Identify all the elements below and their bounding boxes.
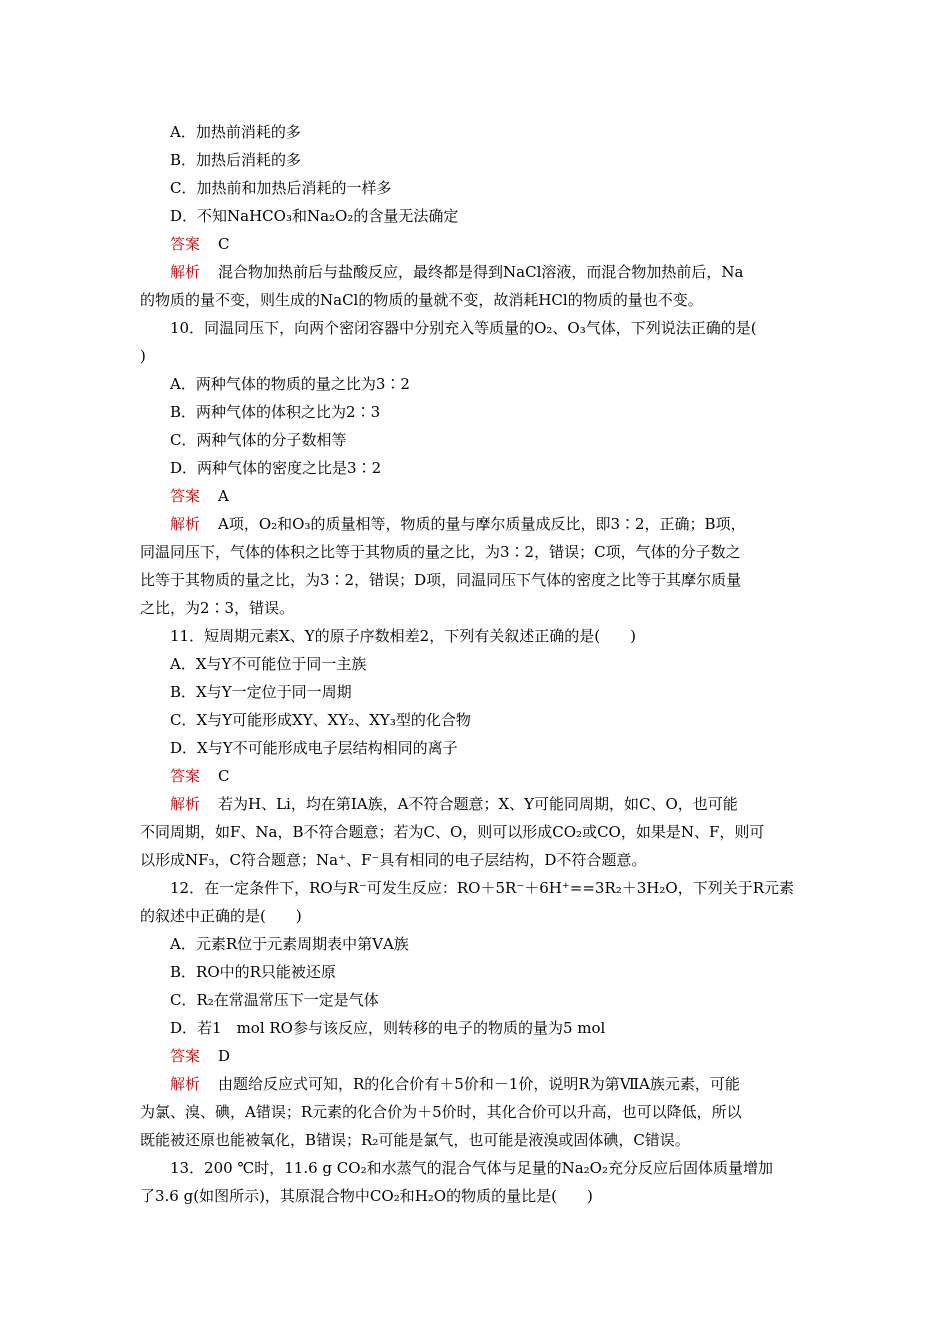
q10-option-c: C．两种气体的分子数相等 [170, 431, 347, 449]
q12-answer-value: D [218, 1047, 231, 1065]
q9-option-c: C．加热前和加热后消耗的一样多 [170, 179, 392, 197]
q10-option-d: D．两种气体的密度之比是3∶2 [170, 459, 382, 477]
q12-answer-line [170, 1045, 850, 1067]
q10-analysis-line-1 [170, 513, 850, 535]
q12-option-c: C．R₂在常温常压下一定是气体 [170, 991, 379, 1009]
q13-stem-line-2: 了3.6 g(如图所示)，其原混合物中CO₂和H₂O的物质的量比是( ) [140, 1187, 593, 1205]
q10-option-b: B．两种气体的体积之比为2∶3 [170, 403, 381, 421]
answer-label: 答案 [170, 487, 201, 505]
q11-analysis-text-1: 若为H、Li，均在第ⅠA族，A不符合题意；X、Y可能同周期，如C、O，也可能 [218, 795, 738, 813]
q10-stem-line-1: 10．同温同压下，向两个密闭容器中分别充入等质量的O₂、O₃气体，下列说法正确的是( [170, 319, 757, 337]
q12-analysis-line-1 [170, 1073, 850, 1095]
q11-option-b: B．X与Y一定位于同一周期 [170, 683, 352, 701]
q10-analysis-line-2: 同温同压下，气体的体积之比等于其物质的量之比，为3∶2，错误；C项，气体的分子数之 [140, 543, 741, 561]
q11-option-d: D．X与Y不可能形成电子层结构相同的离子 [170, 739, 458, 757]
analysis-label: 解析 [170, 515, 201, 533]
q12-stem-line-2: 的叙述中正确的是( ) [140, 907, 302, 925]
analysis-label: 解析 [170, 795, 201, 813]
q9-option-b: B．加热后消耗的多 [170, 151, 302, 169]
q10-answer-line [170, 485, 850, 507]
q10-answer-value: A [218, 487, 229, 505]
q9-analysis-text-1: 混合物加热前后与盐酸反应，最终都是得到NaCl溶液，而混合物加热前后，Na [218, 263, 744, 281]
q12-analysis-text-1: 由题给反应式可知，R的化合价有＋5价和－1价，说明R为第ⅦA族元素，可能 [218, 1075, 740, 1093]
answer-label: 答案 [170, 235, 201, 253]
q11-analysis-line-2: 不同周期，如F、Na，B不符合题意；若为C、O，则可以形成CO₂或CO，如果是N、F，则可 [140, 823, 765, 841]
q11-option-c: C．X与Y可能形成XY、XY₂、XY₃型的化合物 [170, 711, 471, 729]
q10-analysis-line-4: 之比，为2∶3，错误。 [140, 599, 295, 617]
q12-analysis-line-2: 为氯、溴、碘，A错误；R元素的化合价为＋5价时，其化合价可以升高，也可以降低，所以 [140, 1103, 742, 1121]
answer-label: 答案 [170, 767, 201, 785]
q9-analysis-line-2: 的物质的量不变，则生成的NaCl的物质的量就不变，故消耗HCl的物质的量也不变。 [140, 291, 703, 309]
q13-stem-line-1: 13．200 ℃时，11.6 g CO₂和水蒸气的混合气体与足量的Na₂O₂充分反应后固体质量增加 [170, 1159, 773, 1177]
q10-option-a: A．两种气体的物质的量之比为3∶2 [170, 375, 410, 393]
q10-stem-line-2: ) [140, 347, 146, 365]
analysis-label: 解析 [170, 1075, 201, 1093]
q11-analysis-line-3: 以形成NF₃，C符合题意；Na⁺、F⁻具有相同的电子层结构，D不符合题意。 [140, 851, 647, 869]
q9-answer-value: C [218, 235, 230, 253]
q11-answer-value: C [218, 767, 230, 785]
q12-option-a: A．元素R位于元素周期表中第ⅤA族 [170, 935, 409, 953]
q11-option-a: A．X与Y不可能位于同一主族 [170, 655, 367, 673]
q11-answer-line [170, 765, 850, 787]
q12-stem-line-1: 12．在一定条件下，RO与R⁻可发生反应：RO＋5R⁻＋6H⁺==3R₂＋3H₂O，下列关于R元素 [170, 879, 794, 897]
analysis-label: 解析 [170, 263, 201, 281]
q12-analysis-line-3: 既能被还原也能被氧化，B错误；R₂可能是氯气，也可能是液溴或固体碘，C错误。 [140, 1131, 690, 1149]
q11-analysis-line-1 [170, 793, 850, 815]
q9-option-a: A．加热前消耗的多 [170, 123, 301, 141]
q9-option-d: D．不知NaHCO₃和Na₂O₂的含量无法确定 [170, 207, 459, 225]
q9-analysis-line-1 [170, 261, 850, 283]
q12-option-b: B．RO中的R只能被还原 [170, 963, 336, 981]
q9-answer-line [170, 233, 850, 255]
answer-label: 答案 [170, 1047, 201, 1065]
q12-option-d: D．若1 mol RO参与该反应，则转移的电子的物质的量为5 mol [170, 1019, 606, 1037]
q10-analysis-line-3: 比等于其物质的量之比，为3∶2，错误；D项，同温同压下气体的密度之比等于其摩尔质量 [140, 571, 742, 589]
q10-analysis-text-1: A项，O₂和O₃的质量相等，物质的量与摩尔质量成反比，即3∶2，正确；B项， [218, 515, 746, 533]
q11-stem-line-1: 11．短周期元素X、Y的原子序数相差2，下列有关叙述正确的是( ) [170, 627, 636, 645]
